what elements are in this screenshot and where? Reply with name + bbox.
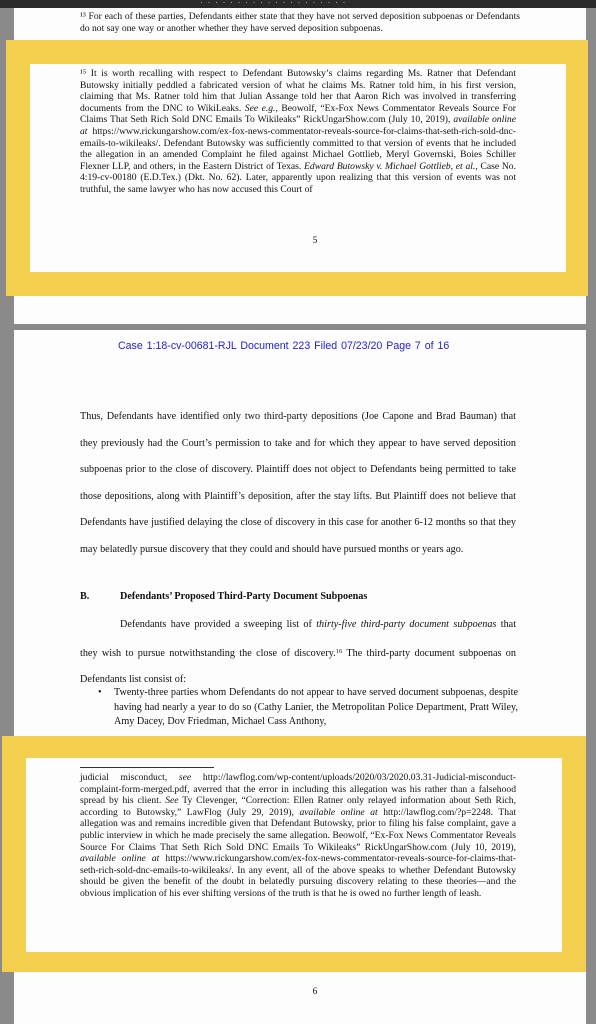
- section-heading-b: [80, 591, 516, 602]
- body-paragraph-2: Defendants have provided a sweeping list of thirty-five third-party document subpoenas that they wish to pursue notwithstanding the close of discovery.$^{16}$ The third-party document subpoenas on Defendants list consist of:: [80, 619, 517, 686]
- footnote-divider: [80, 767, 214, 768]
- top-bar-text: · · · · · · · · · · · · · · · · · · · ·: [200, 0, 347, 7]
- body-paragraph-1: Thus, Defendants have identified only two third-party depositions (Joe Capone and Brad Bauman) that they previously had the Court’s permission to take and for which they appear to have served deposition subpoenas prior to the close of discovery. Plaintiff does not object to Defendants being permitted to take those depositions, along with Plaintiff’s deposition, after the stay lifts. But Plaintiff does not believe that Defendants have justified delaying the close of discovery in this case for another 6-12 months so that they may belatedly pursue discovery that they could and should have pursued months or years ago.: [80, 411, 516, 555]
- section-title: Defendants’ Proposed Third-Party Document Subpoenas: [120, 591, 368, 602]
- page-number-5: 5: [312, 236, 318, 246]
- list-item-bullet-1: • Twenty-three parties whom Defendants do not appear to have served document subpoenas, despite having had nearly a year to do so (Cathy Lanier, the Metropolitan Police Department, Pratt Wiley, Amy Dacey, Dov Friedman, Michael Cass Anthony,: [98, 687, 518, 728]
- footnote-13: ¹³ For each of these parties, Defendants either state that they have not served deposition subpoenas or Defendants do not say one way or another whether they have served deposition subpoenas.: [80, 11, 520, 34]
- footnote-15: ¹⁵ It is worth recalling with respect to Defendant Butowsky’s claims regarding Ms. Ratner that Defendant Butowsky initially peddled a fabricated version of what he claims Ms. Ratner told him, in his first version, claiming that Ms. Ratner told him that Julian Assange told her that Aaron Rich was involved in transferring documents from the DNC to WikiLeaks. See e.g., Beowolf, “Ex-Fox News Commentator Reveals Source For Claims That Seth Rich Sold DNC Emails To Wikileaks” RickUngarShow.com (July 10, 2019), available online at https://www.rickungarshow.com/ex-fox-news-commentator-reveals-source-for-claims-that-seth-rich-sold-dnc-emails-to-wikileaks/. Defendant Butowsky was sufficiently committed to that version of events that he included the allegation in an amended Complaint he filed against Michael Gottlieb, Meryl Governski, Boies Schiller Flexner LLP, and others, in the Eastern District of Texas. Edward Butowsky v. Michael Gottlieb, et al., Case No. 4:19-cv-00180 (E.D.Tex.) (Dkt. No. 62). Later, apparently upon realizing that this version of events was not truthful, the same lawyer who has now accused this Court of: [80, 68, 516, 195]
- section-letter: B.: [80, 591, 90, 602]
- footnote-16-continued: judicial misconduct, see http://lawflog.com/wp-content/uploads/2020/03/2020.03.31-Judicial-misconduct-complaint-form-merged.pdf, averred that the error in including this allegation was his rather than a falsehood spread by his client. See Ty Clevenger, “Correction: Ellen Ratner only relayed information about Seth Rich, according to Butowsky,” LawFlog (July 29, 2019), available online at http://lawflog.com/?p=2248. That allegation was and remains incredible given that Defendant Butowsky, prior to filing his false complaint, gave a public interview in which he made precisely the same allegation. Beowolf, “Ex-Fox News Commentator Reveals Source For Claims That Seth Rich Sold DNC Emails To Wikileaks” RickUngarShow.com (July 10, 2019), available online at https://www.rickungarshow.com/ex-fox-news-commentator-reveals-source-for-claims-that-seth-rich-sold-dnc-emails-to-wikileaks/. In any event, all of the above speaks to whether Defendant Butowsky should be given the benefit of the doubt in belatedly pursuing discovery relating to these theories—and the obvious implication of his ever shifting versions of the truth is that he is owed no further length of leash.: [80, 772, 516, 899]
- page-number-6: 6: [312, 987, 318, 997]
- bullet-icon: •: [98, 687, 102, 698]
- viewer-top-bar: [0, 0, 596, 8]
- ecf-page-header: Case 1:18-cv-00681-RJL Document 223 Filed 07/23/20 Page 7 of 16: [118, 340, 450, 352]
- footnote-ref-16: 16: [335, 647, 343, 655]
